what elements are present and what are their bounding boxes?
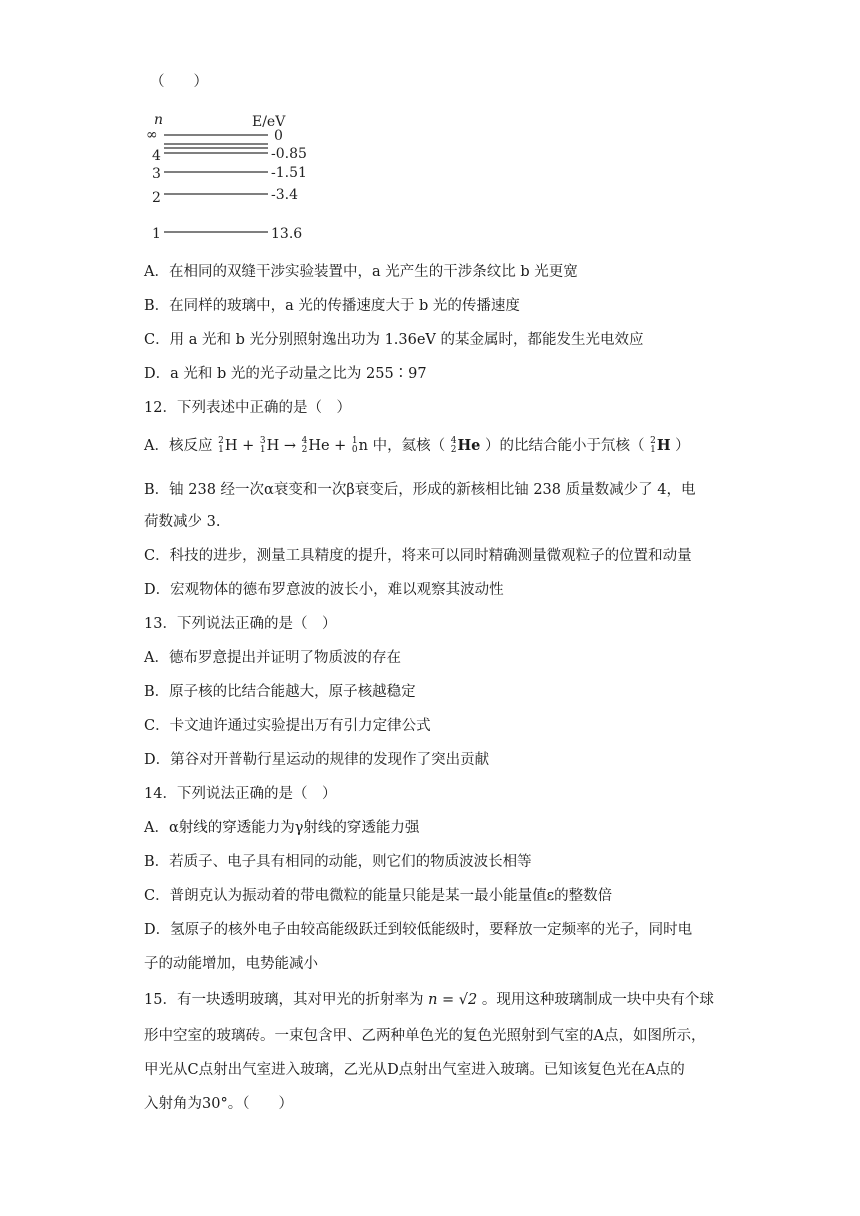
q15-line3: 甲光从C点射出气室进入玻璃，乙光从D点射出气室进入玻璃。已知该复色光在A点的 (144, 1062, 685, 1078)
q14-option-a: A．α射线的穿透能力为γ射线的穿透能力强 (144, 820, 420, 836)
energy-level-diagram (140, 108, 330, 248)
level-1-e: 13.6 (271, 226, 303, 242)
q12-option-a (144, 436, 690, 456)
q12-option-c: C．科技的进步，测量工具精度的提升，将来可以同时精确测量微观粒子的位置和动量 (144, 548, 692, 564)
helium-symbol: 4 2He (450, 436, 481, 455)
q11-option-c: C．用 a 光和 b 光分别照射逸出功为 1.36eV 的某金属时，都能发生光电效应 (144, 332, 644, 348)
q15-line1-pre: 15．有一块透明玻璃，其对甲光的折射率为 (144, 992, 424, 1008)
q12-a-prefix: A．核反应 (144, 438, 213, 454)
q12-a-end: ） (675, 438, 690, 454)
level-2-n: 2 (152, 190, 161, 206)
q12-option-d: D．宏观物体的德布罗意波的波长小，难以观察其波动性 (144, 582, 504, 598)
level-3-n: 3 (152, 166, 161, 182)
refractive-index-formula: n = √2 (428, 992, 478, 1008)
q13-option-a: A．德布罗意提出并证明了物质波的存在 (144, 650, 401, 666)
q11-option-d: D．a 光和 b 光的光子动量之比为 255∶97 (144, 366, 427, 382)
q12-a-mid2: ）的比结合能小于氘核（ (485, 438, 645, 454)
level-inf-e: 0 (274, 128, 283, 144)
level-2-e: -3.4 (271, 187, 298, 203)
deuterium-symbol: 2 1H (650, 436, 671, 455)
n-axis-label: n (154, 112, 164, 128)
q11-option-a: A．在相同的双缝干涉实验装置中，a 光产生的干涉条纹比 b 光更宽 (144, 264, 578, 280)
q12-option-b-line1: B．铀 238 经一次α衰变和一次β衰变后，形成的新核相比铀 238 质量数减少了 4，电 (144, 482, 696, 498)
level-4-n: 4 (152, 148, 161, 164)
q11-option-b: B．在同样的玻璃中，a 光的传播速度大于 b 光的传播速度 (144, 298, 520, 314)
level-1-n: 1 (152, 226, 161, 242)
q15-line1 (144, 990, 714, 1010)
q12-a-mid: 中，氦核（ (372, 438, 446, 454)
q14-option-c: C．普朗克认为振动着的带电微粒的能量只能是某一最小能量值ε的整数倍 (144, 888, 613, 904)
energy-level-svg (140, 108, 330, 248)
q13-option-c: C．卡文迪许通过实验提出万有引力定律公式 (144, 718, 431, 734)
q14-option-b: B．若质子、电子具有相同的动能，则它们的物质波波长相等 (144, 854, 532, 870)
level-inf-n: ∞ (146, 127, 158, 143)
q13-option-d: D．第谷对开普勒行星运动的规律的发现作了突出贡献 (144, 752, 490, 768)
q13-stem: 13．下列说法正确的是（ ） (144, 616, 337, 632)
e-axis-label: E/eV (252, 114, 286, 130)
nuclear-reaction-equation: 2 1H + 3 1H → 4 2He + 1 0n (218, 436, 373, 455)
question-answer-paren: （ ） (150, 74, 208, 90)
q13-option-b: B．原子核的比结合能越大，原子核越稳定 (144, 684, 416, 700)
level-3-e: -1.51 (271, 165, 307, 181)
q15-line2: 形中空室的玻璃砖。一束包含甲、乙两种单色光的复色光照射到气室的A点，如图所示， (144, 1028, 706, 1044)
q14-option-d-line2: 子的动能增加，电势能减小 (144, 956, 318, 972)
q14-option-d-line1: D．氢原子的核外电子由较高能级跃迁到较低能级时，要释放一定频率的光子，同时电 (144, 922, 693, 938)
q12-stem: 12．下列表述中正确的是（ ） (144, 400, 351, 416)
q15-line1-post: 。现用这种玻璃制成一块中央有个球 (481, 992, 714, 1008)
q15-line4: 入射角为30°。（ ） (144, 1096, 293, 1112)
q12-option-b-line2: 荷数减少 3. (144, 514, 221, 530)
level-4-e: -0.85 (271, 146, 307, 162)
q14-stem: 14．下列说法正确的是（ ） (144, 786, 337, 802)
